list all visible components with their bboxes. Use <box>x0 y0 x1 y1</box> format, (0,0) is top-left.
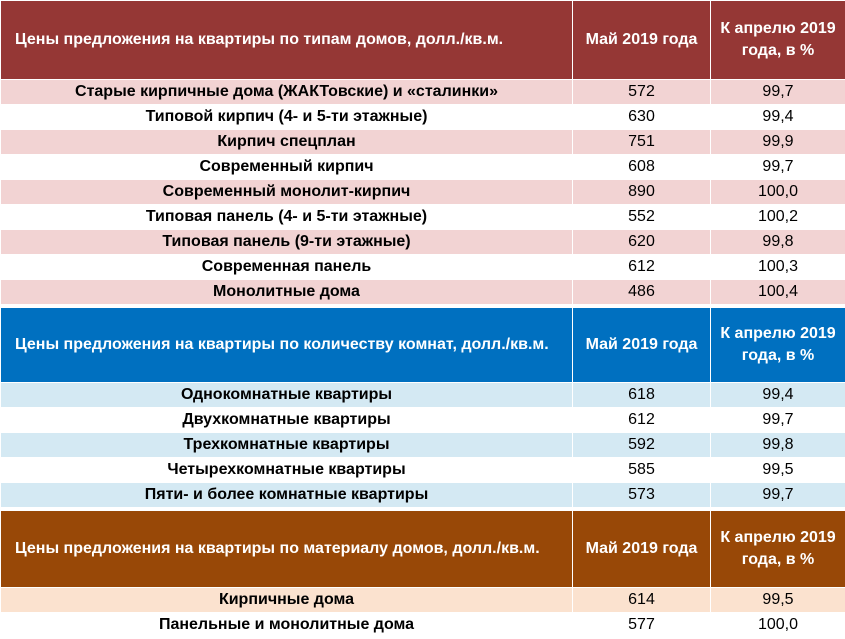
row-name: Современный монолит-кирпич <box>1 180 573 205</box>
row-may: 552 <box>573 205 711 230</box>
row-name: Кирпичные дома <box>1 588 573 613</box>
section-title: Цены предложения на квартиры по материалу домов, долл./кв.м. <box>1 511 573 588</box>
table-row <box>1 588 845 613</box>
row-may: 630 <box>573 105 711 130</box>
row-change: 99,4 <box>711 383 845 408</box>
row-change: 100,3 <box>711 255 845 280</box>
table-row <box>1 255 845 280</box>
row-name: Современный кирпич <box>1 155 573 180</box>
table-header <box>1 1 845 80</box>
table-row <box>1 280 845 305</box>
row-name: Монолитные дома <box>1 280 573 305</box>
row-name: Типовая панель (4- и 5-ти этажные) <box>1 205 573 230</box>
table-row <box>1 433 845 458</box>
table-row <box>1 408 845 433</box>
row-change: 99,7 <box>711 408 845 433</box>
row-name: Трехкомнатные квартиры <box>1 433 573 458</box>
row-change: 99,7 <box>711 483 845 508</box>
column-header-may: Май 2019 года <box>573 308 711 383</box>
table-row <box>1 383 845 408</box>
row-change: 100,0 <box>711 613 845 638</box>
row-may: 592 <box>573 433 711 458</box>
row-name: Типовой кирпич (4- и 5-ти этажные) <box>1 105 573 130</box>
table-row <box>1 230 845 255</box>
table-row <box>1 613 845 638</box>
row-may: 572 <box>573 80 711 105</box>
row-may: 573 <box>573 483 711 508</box>
table-row <box>1 205 845 230</box>
row-change: 99,8 <box>711 433 845 458</box>
row-name: Кирпич спецплан <box>1 130 573 155</box>
column-header-change: К апрелю 2019 года, в % <box>711 1 845 80</box>
row-may: 612 <box>573 408 711 433</box>
table-row <box>1 483 845 508</box>
row-name: Двухкомнатные квартиры <box>1 408 573 433</box>
row-name: Пяти- и более комнатные квартиры <box>1 483 573 508</box>
row-may: 614 <box>573 588 711 613</box>
row-name: Современная панель <box>1 255 573 280</box>
table-row <box>1 105 845 130</box>
column-header-change: К апрелю 2019 года, в % <box>711 308 845 383</box>
row-may: 486 <box>573 280 711 305</box>
row-change: 99,4 <box>711 105 845 130</box>
row-name: Однокомнатные квартиры <box>1 383 573 408</box>
table-row <box>1 180 845 205</box>
row-may: 620 <box>573 230 711 255</box>
row-may: 618 <box>573 383 711 408</box>
row-change: 99,5 <box>711 458 845 483</box>
row-may: 577 <box>573 613 711 638</box>
column-header-may: Май 2019 года <box>573 1 711 80</box>
table-header <box>1 308 845 383</box>
row-may: 608 <box>573 155 711 180</box>
row-change: 99,8 <box>711 230 845 255</box>
row-name: Старые кирпичные дома (ЖАКТовские) и «сталинки» <box>1 80 573 105</box>
row-name: Типовая панель (9-ти этажные) <box>1 230 573 255</box>
row-change: 100,2 <box>711 205 845 230</box>
table-row <box>1 458 845 483</box>
section-title: Цены предложения на квартиры по типам домов, долл./кв.м. <box>1 1 573 80</box>
row-may: 890 <box>573 180 711 205</box>
table-by-room-count <box>0 307 845 508</box>
row-may: 585 <box>573 458 711 483</box>
row-may: 751 <box>573 130 711 155</box>
row-change: 100,0 <box>711 180 845 205</box>
table-row <box>1 80 845 105</box>
row-change: 100,4 <box>711 280 845 305</box>
row-may: 612 <box>573 255 711 280</box>
row-name: Четырехкомнатные квартиры <box>1 458 573 483</box>
table-row <box>1 130 845 155</box>
row-change: 99,5 <box>711 588 845 613</box>
column-header-may: Май 2019 года <box>573 511 711 588</box>
row-change: 99,9 <box>711 130 845 155</box>
row-change: 99,7 <box>711 80 845 105</box>
table-by-house-type <box>0 0 845 305</box>
table-by-material <box>0 510 845 638</box>
section-title: Цены предложения на квартиры по количеству комнат, долл./кв.м. <box>1 308 573 383</box>
table-row <box>1 155 845 180</box>
column-header-change: К апрелю 2019 года, в % <box>711 511 845 588</box>
table-header <box>1 511 845 588</box>
row-name: Панельные и монолитные дома <box>1 613 573 638</box>
row-change: 99,7 <box>711 155 845 180</box>
